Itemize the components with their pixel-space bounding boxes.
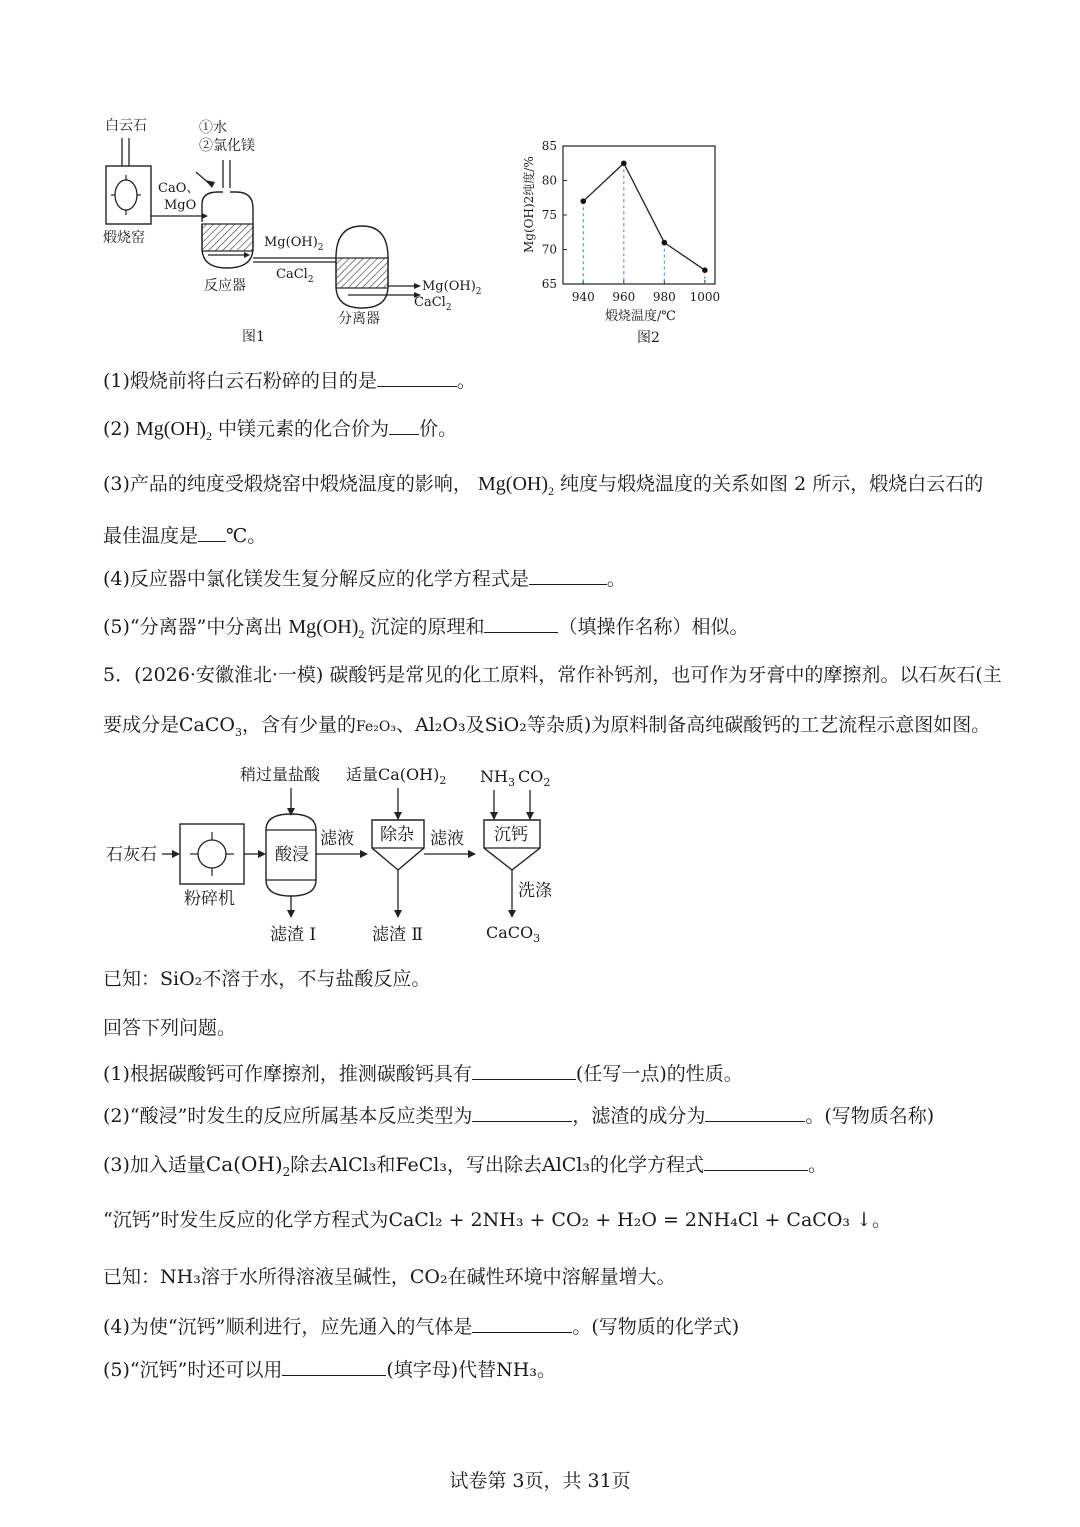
kiln-drum-icon [115,180,137,210]
flow-filtrate2-label: 滤液 [430,829,464,849]
q4-part5 [103,614,749,646]
q5-answer-prompt [103,1016,236,1040]
q4-p3-text2: 纯度与煅烧温度的关系如图 2 所示，煅烧白云石的 [560,473,984,495]
reactor-label: 反应器 [204,278,246,294]
chart-y-axis-label: Mg(OH)2纯度/% [522,156,536,253]
flow-input-co2: $CO_2$ [518,767,551,789]
q4-p3-text3: 最佳温度是 [103,525,199,547]
separator-filter-layer [336,258,388,288]
formula-mgoh2: $Mg(OH)_2$ [135,418,212,443]
q5-p5-text: (5)“沉钙”时还可以用 [103,1359,283,1381]
q5-part4 [103,1314,739,1339]
q5-p5-blank[interactable] [282,1357,386,1376]
q4-p3-blank[interactable] [198,523,226,542]
q4-p1-end: 。 [456,370,476,392]
q5-part2 [103,1103,934,1128]
q5-intro-line2 [103,713,990,745]
q5-known2-text: 溶于水所得溶液呈碱性， [200,1266,410,1288]
q4-p3-text: (3)产品的纯度受煅烧窑中煅烧温度的影响， [103,473,472,495]
q5-p1-blank[interactable] [472,1061,576,1080]
q4-part4 [103,566,626,591]
formula-caco3: CaCO$_3$ [179,714,242,739]
q5-eq-end: 。 [872,1209,892,1231]
flow-input-caoh2: 适量$Ca(OH)_2$ [346,765,447,787]
chart-y-tick-label: 70 [541,242,557,257]
q5-known1-prefix: 已知： [103,968,161,990]
formula-alcl3-2: AlCl₃ [541,1154,590,1176]
q5-p2-blank2[interactable] [705,1103,805,1122]
q5-p4-text2: 。(写物质的化学式) [572,1316,740,1338]
q4-p5-blank[interactable] [484,614,558,633]
q5-p2-text2: ，滤渣的成分为 [572,1105,706,1127]
q4-p2-prefix: (2) [103,418,130,440]
formula-fecl3: FeCl₃ [395,1154,447,1176]
q5-known2-text2: 在碱性环境中溶解量增大。 [447,1266,676,1288]
cacl2-mid-label: CaCl$_2$ [276,267,314,285]
limestone-process-flow [100,758,570,953]
formula-mgoh2: $Mg(OH)_2$ [477,473,554,498]
q5-known1-text: 不溶于水，不与盐酸反应。 [202,968,431,990]
q4-part3-line2 [103,523,266,548]
chart-x-tick-label: 940 [571,290,595,304]
q5-p3-text: (3)加入适量 [103,1154,206,1176]
flow-residue1-label: 滤渣 Ⅰ [270,925,317,945]
q4-p5-text2: 沉淀的原理和 [370,616,485,638]
formula-al2o3: Al₂O₃ [414,714,466,736]
figure-2-purity-chart [515,128,735,348]
chart-x-tick-label: 980 [652,290,676,304]
cao-label: CaO、 [158,181,200,196]
q5-eq-text: “沉钙”时发生反应的化学方程式为 [103,1209,389,1231]
input-mgcl2-label: ②氯化镁 [199,138,255,154]
q5-p5-text2: (填字母)代替 [386,1359,497,1381]
chart-data-point [621,160,627,166]
formula-sio2: SiO₂ [484,714,527,736]
q4-p4-text: (4)反应器中氯化镁发生复分解反应的化学方程式是 [103,568,529,590]
q5-p2-text3: 。(写物质名称) [805,1105,935,1127]
q5-p5-end: 。 [536,1359,556,1381]
q5-p3-blank[interactable] [704,1152,808,1171]
formula-co2: CO₂ [409,1266,448,1288]
q4-p1-blank[interactable] [377,368,457,387]
q4-part3-line1 [103,472,983,503]
formula-alcl3: AlCl₃ [328,1154,377,1176]
formula-sio2: SiO₂ [160,968,203,990]
q4-p4-blank[interactable] [529,566,607,585]
q5-answer-text: 回答下列问题。 [103,1017,237,1039]
q5-p3-text3: ，写出除去 [446,1154,542,1176]
q5-p4-text: (4)为使“沉钙”顺利进行，应先通入的气体是 [103,1316,473,1338]
flow-leach-label: 酸浸 [275,845,309,865]
q5-p3-text4: 的化学方程式 [590,1154,705,1176]
out-mgoh2-label: $Mg(OH)_2$ [422,279,482,297]
kiln-label: 煅烧窑 [103,230,145,246]
q5-part3 [103,1152,827,1184]
page-footer: 试卷第 3页，共 31页 [449,1470,631,1492]
chart-data-point [662,240,668,246]
formula-fe2o3: Fe₂O₃ [356,719,396,735]
chart-y-tick-label: 80 [541,173,557,188]
q5-intro-text3: ，含有少量的 [242,714,357,736]
flow-residue2-label: 滤渣 Ⅱ [372,925,423,945]
q5-p2-blank1[interactable] [472,1103,572,1122]
flow-crusher-label: 粉碎机 [184,889,235,909]
chart-data-point [580,198,586,204]
q5-intro-and: 及 [465,714,485,736]
q5-p3-text2: 除去 [290,1154,329,1176]
q4-p5-text: (5)“分离器”中分离出 [103,616,283,638]
q4-p1-text: (1)煅烧前将白云石粉碎的目的是 [103,370,377,392]
q4-p3-end: ℃。 [226,525,267,547]
q5-p4-blank[interactable] [472,1314,572,1333]
q5-p3-and: 和 [376,1154,396,1176]
chart-data-point [702,267,708,273]
chart-x-tick-label: 1000 [689,290,721,304]
flow-wash-label: 洗涤 [518,881,552,901]
q4-p2-blank[interactable] [389,416,419,435]
q5-part5 [103,1357,556,1382]
q4-part2 [103,416,457,448]
chart-y-tick-label: 65 [541,277,557,291]
mgoh2-mid-label: $Mg(OH)_2$ [264,235,324,253]
chart-y-tick-label: 75 [541,208,557,222]
q4-p2-end: 价。 [419,418,458,440]
flow-product-label: CaCO$_3$ [486,923,541,945]
crusher-icon [198,840,226,868]
separator-label: 分离器 [338,311,380,327]
q4-part1 [103,368,476,393]
chart-title: 图2 [637,330,660,346]
flow-purify-label: 除杂 [380,825,414,845]
figure-1-process-diagram [96,108,496,348]
input-water-label: ①水 [199,120,227,136]
chart-x-axis-label: 煅烧温度/℃ [605,309,676,324]
flow-precip-label: 沉钙 [494,825,528,845]
raw-material-label: 白云石 [105,118,147,134]
formula-mgoh2: $Mg(OH)_2$ [288,616,365,641]
q5-known2 [103,1265,676,1289]
out-cacl2-label: CaCl$_2$ [414,295,452,313]
precipitation-equation: CaCl₂ + 2NH₃ + CO₂ + H₂O = 2NH₄Cl + CaCO₃ ↓ [388,1209,872,1231]
q4-p2-text: 中镁元素的化合价为 [218,418,390,440]
flow-limestone-label: 石灰石 [106,845,157,865]
chart-y-tick-label: 85 [541,139,557,153]
formula-nh3: NH₃ [160,1266,201,1288]
flow-input-acid: 稍过量盐酸 [240,765,321,784]
q5-known2-prefix: 已知： [103,1266,161,1288]
q5-p1-text: (1)根据碳酸钙可作摩擦剂，推测碳酸钙具有 [103,1063,472,1085]
q5-intro-text4: 等杂质)为原料制备高纯碳酸钙的工艺流程示意图如图。 [526,714,991,736]
q5-intro-line1 [103,663,1002,687]
q5-part1 [103,1061,743,1086]
q5-p2-text: (2)“酸浸”时发生的反应所属基本反应类型为 [103,1105,473,1127]
q5-intro-text: 5．(2026·安徽淮北·一模) 碳酸钙是常见的化工原料，常作补钙剂，也可作为牙膏中的摩擦剂。以石灰石(主 [103,664,1002,686]
chart-plot-frame [563,146,715,284]
q5-known1 [103,967,430,991]
chart-series-line [583,163,705,270]
chart-x-tick-label: 960 [612,290,636,304]
q4-p4-end: 。 [606,568,626,590]
figure-1-caption: 图1 [242,329,265,345]
mgo-label: MgO [164,198,197,213]
flow-filtrate1-label: 滤液 [320,829,354,849]
q5-intro-text2: 要成分是 [103,714,180,736]
q5-intro-sep: 、 [395,714,415,736]
flow-input-nh3: $NH_3$ [480,767,515,789]
q5-precip-equation [103,1208,891,1232]
q5-p3-end: 。 [808,1154,828,1176]
formula-caoh2: $Ca(OH)_2$ [205,1152,291,1179]
reactor-filter-layer [202,224,253,251]
formula-nh3-2: NH₃ [496,1359,537,1381]
q4-p5-text3: （填操作名称）相似。 [558,616,749,638]
q5-p1-text2: (任写一点)的性质。 [575,1063,743,1085]
